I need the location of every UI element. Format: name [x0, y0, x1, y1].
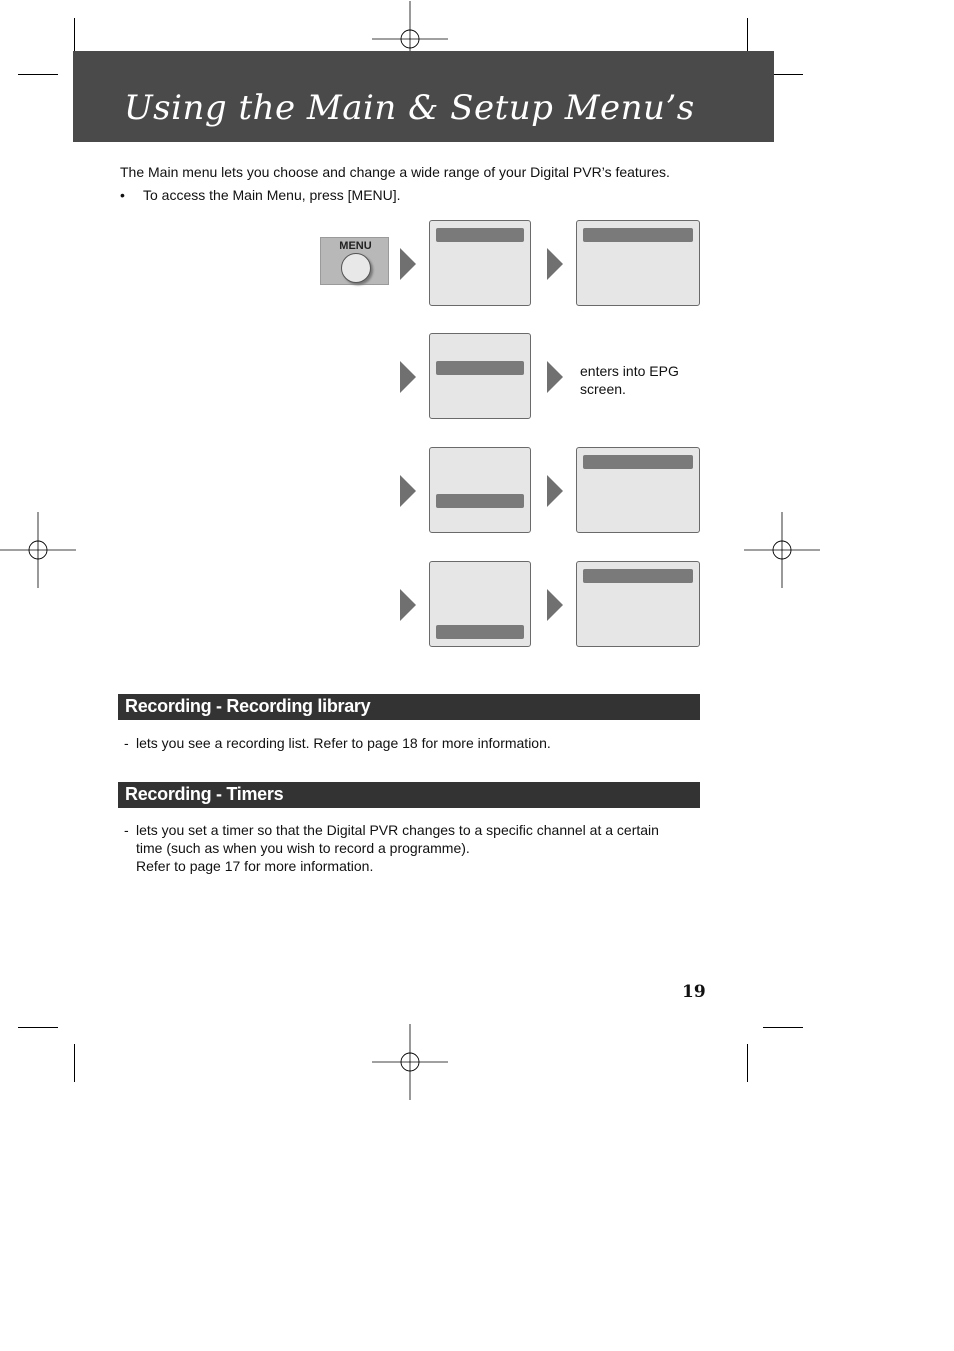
section-text: lets you set a timer so that the Digital PVR changes to a specific channel at a certain: [136, 822, 659, 838]
menu-screen: [429, 333, 531, 419]
menu-highlight: [436, 361, 524, 375]
arrow-right-icon: [400, 361, 416, 393]
menu-screen: [429, 561, 531, 647]
arrow-right-icon: [400, 589, 416, 621]
dash-marker: -: [124, 735, 129, 751]
bullet-marker: •: [120, 187, 125, 203]
submenu-screen: [576, 561, 700, 647]
section-text: time (such as when you wish to record a programme).: [136, 840, 470, 856]
crop-mark: [74, 1044, 75, 1082]
crop-mark: [18, 74, 58, 75]
section-title: Recording - Timers: [125, 784, 284, 804]
epg-note-line2: screen.: [580, 381, 626, 397]
page-number: 19: [682, 982, 706, 1002]
crop-mark: [747, 1044, 748, 1082]
section-header: [118, 694, 700, 720]
menu-highlight: [436, 228, 524, 242]
arrow-right-icon: [547, 475, 563, 507]
menu-highlight: [436, 625, 524, 639]
button-knob-icon: [341, 253, 371, 283]
registration-mark-icon: [744, 512, 820, 588]
arrow-right-icon: [547, 361, 563, 393]
page-title: Using the Main & Setup Menu’s: [124, 88, 695, 128]
menu-highlight: [583, 228, 693, 242]
epg-note-line1: enters into EPG: [580, 363, 679, 379]
arrow-right-icon: [547, 589, 563, 621]
menu-screen: [429, 220, 531, 306]
registration-mark-icon: [0, 512, 76, 588]
menu-highlight: [583, 455, 693, 469]
menu-highlight: [583, 569, 693, 583]
menu-button-label: MENU: [339, 240, 372, 252]
section-header: [118, 782, 700, 808]
section-title: Recording - Recording library: [125, 696, 371, 716]
menu-button[interactable]: [320, 237, 389, 285]
bullet-text: To access the Main Menu, press [MENU].: [143, 187, 401, 203]
registration-mark-icon: [372, 1024, 448, 1100]
arrow-right-icon: [547, 248, 563, 280]
menu-screen: [429, 447, 531, 533]
dash-marker: -: [124, 822, 129, 838]
section-text: lets you see a recording list. Refer to page 18 for more information.: [136, 735, 551, 751]
intro-paragraph: The Main menu lets you choose and change a wide range of your Digital PVR’s features.: [120, 164, 670, 180]
arrow-right-icon: [400, 248, 416, 280]
arrow-right-icon: [400, 475, 416, 507]
submenu-screen: [576, 447, 700, 533]
crop-mark: [18, 1027, 58, 1028]
section-text: Refer to page 17 for more information.: [136, 858, 374, 874]
menu-highlight: [436, 494, 524, 508]
crop-mark: [763, 1027, 803, 1028]
submenu-screen: [576, 220, 700, 306]
